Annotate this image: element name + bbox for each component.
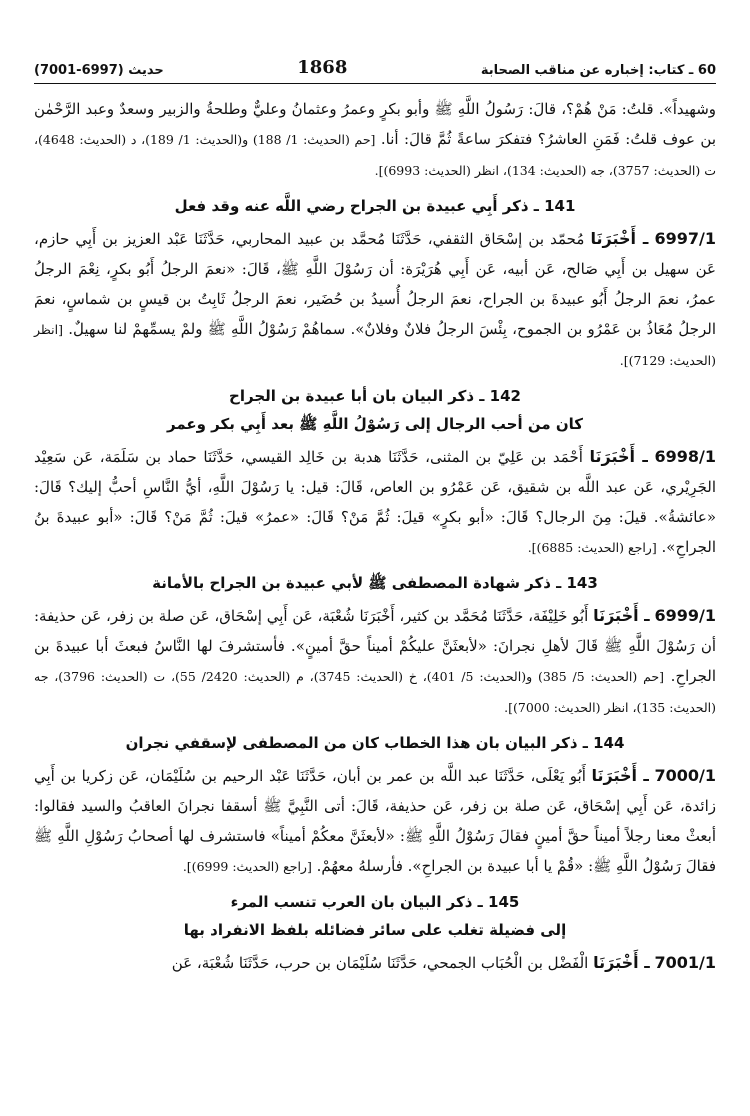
header-chapter: 60 ـ كتاب: إخباره عن مناقب الصحابة (480, 63, 716, 78)
hadith-number: 7000/1 (654, 766, 716, 785)
akhbarana-word: ـ أَخْبَرَنَا (589, 447, 648, 466)
hadith-text: أَبُو خَلِيْفَة، حَدَّثَنَا مُحَمَّد بن كثير، أَخْبَرَنَا شُعْبَة، عَن أَبِي إسْحَاق، عَن صلة بن زفر، عَن حذيفة: أن رَسُوْلَ اللَّهِ ﷺ قَالَ لأهلِ نجرانَ: «لأبعثَنَّ عليكُمْ أميناً حقَّ أمينٍ». فأستشرفَ لها النَّاسُ فبعثَ أبا عبيدةَ بن الجراحِ. (34, 607, 716, 685)
section-heading-line: 144 ـ ذكر البيان بان هذا الخطاب كان من المصطفى لإسقفي نجران (125, 734, 625, 752)
hadith-text: مُحمّد بن إسْحَاق الثقفي، حَدَّثَنَا مُحمَّد بن عبيد المحاربي، حَدَّثَنَا عَبْد العزيز بن أَبِي حازم، عَن سهيل بن أَبِي صَالح، عَن أبيه، عَن أَبِي هُرَيْرَة: أن رَسُوْلَ اللَّهِ ﷺ، قَالَ: «نعمَ الرجلُ أَبُو بكرٍ، نِعْمَ الرجلُ عمرُ، نعمَ الرجلُ أَبُو عبيدةَ بن الجراح، نعمَ الرجلُ أُسيدُ بن حُضَير، نعمَ الرجلُ ثَابِتُ بن قيسٍ بن شماسٍ، نعمَ الرجلُ مُعَاذُ بن عَمْرُو بن الجموح، بِئْسَ الرجلُ فلانٌ وفلانٌ». سماهُمْ رَسُوْلُ اللَّهِ ﷺ ولمْ يسمِّهمْ لنا سهيلٌ. (34, 230, 716, 338)
paragraph-continued (34, 94, 716, 186)
page-number: 1868 (297, 57, 348, 78)
section-heading-145 (34, 888, 716, 944)
section-heading-143 (34, 569, 716, 597)
paragraph-text: وشهيداً». قلتُ: مَنْ هُمْ؟، قالَ: رَسُولُ اللَّهِ ﷺ وأبو بكرٍ وعمرُ وعثمانُ وعليٌّ وطلحةُ والزبير وسعدٌ وعبد الرَّحْمٰن بن عوف قلتُ: فَمَنِ العاشرُ؟ فتفكرَ ساعةً ثُمَّ قالَ: أنا. (34, 100, 716, 148)
section-heading-144 (34, 729, 716, 757)
citation-ref: [حم (الحديث: 1/ 188) و(الحديث: 1/ 189)، د (الحديث: 4648)، ت (الحديث: 3757)، جه (الحديث: 134)، انظر (الحديث: 6993)]. (34, 132, 716, 178)
section-heading-line: 142 ـ ذكر البيان بان أبا عبيدة بن الجراح (229, 387, 521, 405)
hadith-6999 (34, 601, 716, 723)
hadith-7000 (34, 761, 716, 882)
section-heading-line: 143 ـ ذكر شهادة المصطفى ﷺ لأبي عبيدة بن الجراح بالأمانة (152, 574, 598, 592)
hadith-number: 6997/1 (654, 229, 716, 248)
akhbarana-word: ـ أَخْبَرَنَا (593, 606, 650, 625)
hadith-6998 (34, 442, 716, 563)
hadith-text: أَبُو يَعْلَى، حَدَّثَنَا عبد اللَّه بن عمر بن أبان، حَدَّثَنَا عَبْد الرحيم بن سُلَيْمَان، عَن زكريا بن أَبِي زائدة، عَن أَبِي إسْحَاق، عَن صلة بن زفر، عَن حذيفة، قَالَ: أتى النَّبِيَّ ﷺ أسقفا نجرانَ العاقبُ والسيد فقالوا: أبعثْ معنا رجلاً أميناً حقَّ أمينٍ فقالَ رَسُوْلُ اللَّهِ ﷺ: «لأبعثَنَّ معكُمْ أميناً» فاستشرف لها أصحابُ رَسُوْلِ اللَّهِ ﷺ فقالَ رَسُوْلُ اللَّهِ ﷺ: «قُمْ يا أبا عبيدة بن الجراحِ». فأرسلهُ معهُمْ. (34, 767, 717, 875)
section-heading-line: 141 ـ ذكر أَبِي عبيدة بن الجراح رضي اللَّه عنه وقد فعل (174, 197, 576, 215)
section-heading-line: 145 ـ ذكر البيان بان العرب تنسب المرء (230, 893, 520, 911)
page-header (34, 52, 716, 84)
section-heading-line: إلى فضيلة تغلب على سائر فضائله بلفظ الانفراد بها (183, 921, 567, 939)
citation-ref: [راجع (الحديث: 6885)]. (527, 540, 657, 555)
section-heading-142 (34, 382, 716, 438)
section-heading-141 (34, 192, 716, 220)
akhbarana-word: ـ أَخْبَرَنَا (590, 229, 649, 248)
section-heading-line: كان من أحب الرجال إلى رَسُوْلُ اللَّهِ ﷺ بعد أَبِي بكر وعمر (166, 415, 583, 433)
akhbarana-word: ـ أَخْبَرَنَا (591, 766, 649, 785)
hadith-number: 7001/1 (654, 953, 716, 972)
hadith-number: 6998/1 (654, 447, 716, 466)
citation-ref: [حم (الحديث: 5/ 385) و(الحديث: 5/ 401)، خ (الحديث: 3745)، م (الحديث: 2420/ 55)، ت (الحديث: 3796)، جه (الحديث: 135)، انظر (الحديث: 7000)]. (34, 669, 716, 715)
citation-ref: [انظر (الحديث: 7129)]. (34, 322, 716, 368)
citation-ref: [راجع (الحديث: 6999)]. (182, 859, 312, 874)
header-hadith-range: حديث (6997-7001) (34, 63, 164, 78)
hadith-6997 (34, 224, 716, 376)
hadith-7001 (34, 948, 716, 978)
hadith-text: أَحْمَد بن عَلِيّ بن المثنى، حَدَّثَنَا هدبة بن خَالِد القيسي، حَدَّثَنَا حماد بن سَلَمَة، عَن سَعِيْد الجَرِيْري، عَن عبد اللَّه بن شقيق، عَن عَمْرُو بن العاص، قَالَ: قيل: يا رَسُوْلَ اللَّهِ، أيُّ النَّاسِ أحبُّ إليك؟ قَالَ: «عائشةُ». قيلَ: مِنَ الرجال؟ قَالَ: «أبو بكرٍ» قيلَ: ثُمَّ مَنْ؟ قَالَ: «عمرُ» قيلَ: ثُمَّ مَنْ؟ قَالَ: «أبو عبيدةَ بنُ الجراحِ». (34, 448, 716, 556)
hadith-text: الْفَضْل بن الْحُبَاب الجمحي، حَدَّثَنَا سُلَيْمَان بن حرب، حَدَّثَنَا شُعْبَة، عَن (171, 954, 589, 972)
page-content (34, 94, 716, 978)
akhbarana-word: ـ أَخْبَرَنَا (593, 953, 650, 972)
hadith-number: 6999/1 (654, 606, 716, 625)
